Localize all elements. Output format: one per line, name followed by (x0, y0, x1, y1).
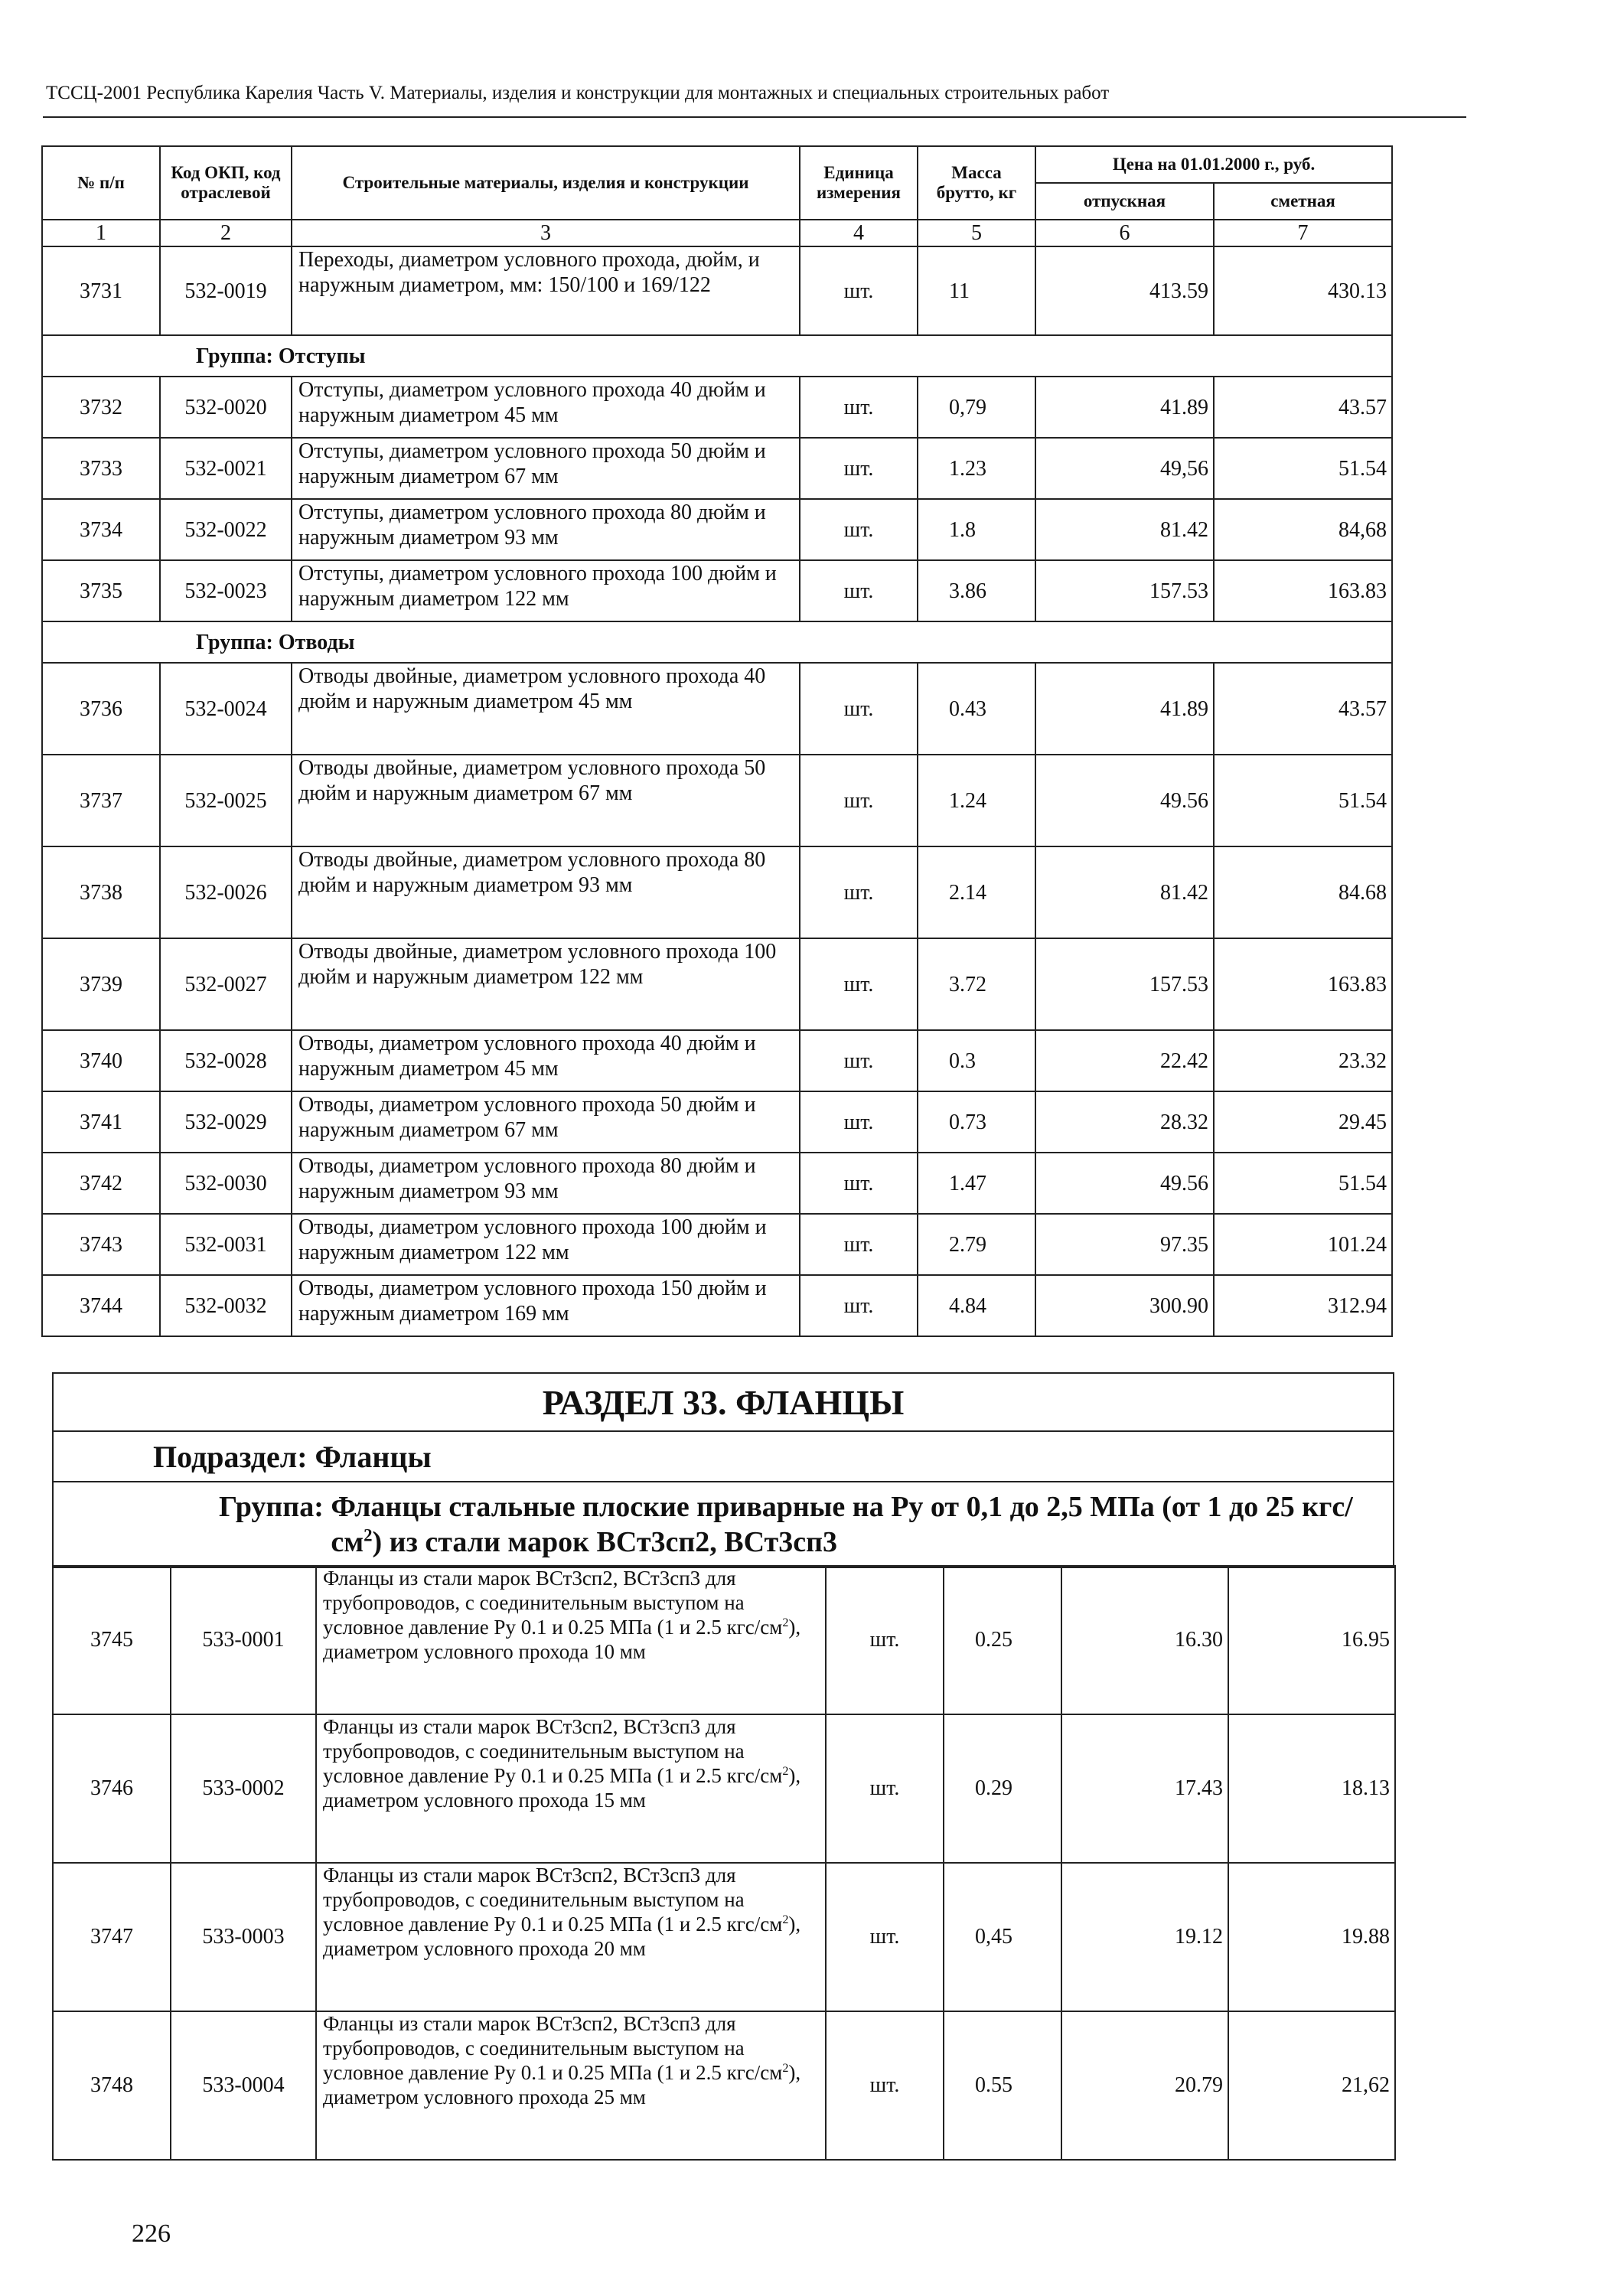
row-price-release: 300.90 (1035, 1275, 1214, 1336)
row-unit: шт. (826, 2011, 944, 2160)
row-unit: шт. (826, 1863, 944, 2011)
row-code: 532-0028 (160, 1030, 292, 1091)
col-header-price: Цена на 01.01.2000 г., руб. (1035, 146, 1392, 183)
row-name: Отводы двойные, диаметром условного прохода 40 дюйм и наружным диаметром 45 мм (292, 663, 800, 755)
row-mass: 1.47 (918, 1153, 1035, 1214)
table-row (42, 438, 1392, 499)
row-price-release: 19.12 (1061, 1863, 1228, 2011)
column-number-row (42, 220, 1392, 246)
row-code: 532-0025 (160, 755, 292, 846)
row-number: 3739 (42, 938, 160, 1030)
table-row (42, 1091, 1392, 1153)
row-price-release: 41.89 (1035, 377, 1214, 438)
table-row (42, 663, 1392, 755)
row-price-estimate: 84.68 (1214, 846, 1392, 938)
row-code: 532-0023 (160, 560, 292, 621)
row-number: 3743 (42, 1214, 160, 1275)
table-row (42, 846, 1392, 938)
row-mass: 0.3 (918, 1030, 1035, 1091)
row-number: 3737 (42, 755, 160, 846)
row-name: Отступы, диаметром условного прохода 50 дюйм и наружным диаметром 67 мм (292, 438, 800, 499)
row-price-release: 97.35 (1035, 1214, 1214, 1275)
row-number: 3748 (53, 2011, 171, 2160)
column-number: 5 (918, 220, 1035, 246)
col-header-code: Код ОКП, код отраслевой (160, 146, 292, 220)
table-row (53, 1566, 1395, 1714)
column-number: 6 (1035, 220, 1214, 246)
row-code: 532-0022 (160, 499, 292, 560)
section-row (53, 1373, 1394, 1431)
row-price-release: 49.56 (1035, 755, 1214, 846)
row-unit: шт. (800, 560, 918, 621)
row-unit: шт. (800, 938, 918, 1030)
row-code: 532-0029 (160, 1091, 292, 1153)
row-unit: шт. (800, 1214, 918, 1275)
row-mass: 1.8 (918, 499, 1035, 560)
row-name: Отступы, диаметром условного прохода 80 дюйм и наружным диаметром 93 мм (292, 499, 800, 560)
table-row (42, 246, 1392, 335)
row-name: Отводы двойные, диаметром условного прохода 80 дюйм и наружным диаметром 93 мм (292, 846, 800, 938)
row-price-release: 41.89 (1035, 663, 1214, 755)
row-price-estimate: 51.54 (1214, 755, 1392, 846)
row-unit: шт. (800, 499, 918, 560)
row-name: Фланцы из стали марок ВСт3сп2, ВСт3сп3 для трубопроводов, с соединительным выступом на условное давление Ру 0.1 и 0.25 МПа (1 и 2.5 кгс/$см^2$), диаметром условного прохода 10 мм (316, 1566, 826, 1714)
subsection-title: Подраздел: Фланцы (53, 1431, 1394, 1482)
row-mass: 0.29 (944, 1714, 1061, 1863)
row-number: 3744 (42, 1275, 160, 1336)
table-row (42, 377, 1392, 438)
row-price-estimate: 163.83 (1214, 560, 1392, 621)
row-number: 3733 (42, 438, 160, 499)
price-table (41, 145, 1393, 1337)
col-header-num: № п/п (42, 146, 160, 220)
table-row (53, 1714, 1395, 1863)
row-price-release: 157.53 (1035, 560, 1214, 621)
table-row (42, 1214, 1392, 1275)
row-number: 3742 (42, 1153, 160, 1214)
row-code: 533-0001 (171, 1566, 316, 1714)
row-price-release: 28.32 (1035, 1091, 1214, 1153)
row-price-estimate: 29.45 (1214, 1091, 1392, 1153)
row-name: Отводы, диаметром условного прохода 80 дюйм и наружным диаметром 93 мм (292, 1153, 800, 1214)
row-code: 532-0020 (160, 377, 292, 438)
row-mass: 11 (918, 246, 1035, 335)
row-code: 532-0026 (160, 846, 292, 938)
row-mass: 3.72 (918, 938, 1035, 1030)
row-price-estimate: 101.24 (1214, 1214, 1392, 1275)
group-heading: Группа: Отводы (42, 621, 1392, 663)
row-number: 3735 (42, 560, 160, 621)
row-name: Переходы, диаметром условного прохода, дюйм, и наружным диаметром, мм: 150/100 и 169/122 (292, 246, 800, 335)
col-header-price-estimate: сметная (1214, 183, 1392, 220)
row-price-estimate: 43.57 (1214, 663, 1392, 755)
subsection-row (53, 1431, 1394, 1482)
row-mass: 1.24 (918, 755, 1035, 846)
row-number: 3740 (42, 1030, 160, 1091)
row-price-estimate: 163.83 (1214, 938, 1392, 1030)
row-name: Фланцы из стали марок ВСт3сп2, ВСт3сп3 для трубопроводов, с соединительным выступом на условное давление Ру 0.1 и 0.25 МПа (1 и 2.5 кгс/$см^2$), диаметром условного прохода 25 мм (316, 2011, 826, 2160)
table-row (42, 938, 1392, 1030)
row-price-release: 17.43 (1061, 1714, 1228, 1863)
row-name: Отводы, диаметром условного прохода 40 дюйм и наружным диаметром 45 мм (292, 1030, 800, 1091)
row-code: 532-0021 (160, 438, 292, 499)
row-price-estimate: 19.88 (1228, 1863, 1395, 2011)
row-mass: 2.79 (918, 1214, 1035, 1275)
section-headings (52, 1372, 1394, 1568)
group-heading-row (42, 335, 1392, 377)
row-unit: шт. (800, 663, 918, 755)
flange-table (52, 1565, 1396, 2161)
row-unit: шт. (826, 1566, 944, 1714)
section-title: РАЗДЕЛ 33. ФЛАНЦЫ (53, 1373, 1394, 1431)
col-header-mass: Масса брутто, кг (918, 146, 1035, 220)
col-header-name: Строительные материалы, изделия и конструкции (292, 146, 800, 220)
row-price-release: 157.53 (1035, 938, 1214, 1030)
row-price-release: 81.42 (1035, 846, 1214, 938)
row-price-estimate: 43.57 (1214, 377, 1392, 438)
col-header-price-release: отпускная (1035, 183, 1214, 220)
row-name: Отводы, диаметром условного прохода 150 дюйм и наружным диаметром 169 мм (292, 1275, 800, 1336)
row-mass: 1.23 (918, 438, 1035, 499)
row-name: Отводы двойные, диаметром условного прохода 100 дюйм и наружным диаметром 122 мм (292, 938, 800, 1030)
row-unit: шт. (800, 1275, 918, 1336)
row-unit: шт. (800, 1091, 918, 1153)
row-number: 3734 (42, 499, 160, 560)
row-price-estimate: 51.54 (1214, 438, 1392, 499)
table-row (42, 560, 1392, 621)
row-mass: 4.84 (918, 1275, 1035, 1336)
row-mass: 0,45 (944, 1863, 1061, 2011)
column-number: 4 (800, 220, 918, 246)
row-mass: 3.86 (918, 560, 1035, 621)
col-header-unit: Единица измерения (800, 146, 918, 220)
table-row (53, 2011, 1395, 2160)
column-number: 3 (292, 220, 800, 246)
table-row (42, 1153, 1392, 1214)
row-mass: 0,79 (918, 377, 1035, 438)
row-unit: шт. (800, 755, 918, 846)
row-number: 3732 (42, 377, 160, 438)
row-price-estimate: 312.94 (1214, 1275, 1392, 1336)
group-heading-row (42, 621, 1392, 663)
group-heading-row (53, 1482, 1394, 1567)
row-name: Отводы, диаметром условного прохода 100 дюйм и наружным диаметром 122 мм (292, 1214, 800, 1275)
row-code: 532-0024 (160, 663, 292, 755)
row-price-estimate: 51.54 (1214, 1153, 1392, 1214)
row-number: 3746 (53, 1714, 171, 1863)
row-code: 533-0004 (171, 2011, 316, 2160)
row-price-estimate: 18.13 (1228, 1714, 1395, 1863)
row-unit: шт. (800, 846, 918, 938)
row-number: 3745 (53, 1566, 171, 1714)
table-row (42, 499, 1392, 560)
row-mass: 0.25 (944, 1566, 1061, 1714)
row-number: 3738 (42, 846, 160, 938)
row-price-release: 20.79 (1061, 2011, 1228, 2160)
row-price-release: 49,56 (1035, 438, 1214, 499)
group-heading: Группа: Отступы (42, 335, 1392, 377)
page-number: 226 (132, 2219, 171, 2248)
row-code: 532-0031 (160, 1214, 292, 1275)
row-price-estimate: 21,62 (1228, 2011, 1395, 2160)
row-price-release: 16.30 (1061, 1566, 1228, 1714)
row-code: 533-0002 (171, 1714, 316, 1863)
row-mass: 2.14 (918, 846, 1035, 938)
column-number: 2 (160, 220, 292, 246)
row-name: Отступы, диаметром условного прохода 100 дюйм и наружным диаметром 122 мм (292, 560, 800, 621)
row-code: 532-0019 (160, 246, 292, 335)
row-unit: шт. (800, 1153, 918, 1214)
row-unit: шт. (800, 377, 918, 438)
row-mass: 0.55 (944, 2011, 1061, 2160)
row-name: Фланцы из стали марок ВСт3сп2, ВСт3сп3 для трубопроводов, с соединительным выступом на условное давление Ру 0.1 и 0.25 МПа (1 и 2.5 кгс/$см^2$), диаметром условного прохода 20 мм (316, 1863, 826, 2011)
row-name: Фланцы из стали марок ВСт3сп2, ВСт3сп3 для трубопроводов, с соединительным выступом на условное давление Ру 0.1 и 0.25 МПа (1 и 2.5 кгс/$см^2$), диаметром условного прохода 15 мм (316, 1714, 826, 1863)
column-number: 1 (42, 220, 160, 246)
row-name: Отводы двойные, диаметром условного прохода 50 дюйм и наружным диаметром 67 мм (292, 755, 800, 846)
row-mass: 0.73 (918, 1091, 1035, 1153)
row-price-release: 81.42 (1035, 499, 1214, 560)
group-heading (53, 1482, 1394, 1567)
row-price-estimate: 430.13 (1214, 246, 1392, 335)
row-name: Отводы, диаметром условного прохода 50 дюйм и наружным диаметром 67 мм (292, 1091, 800, 1153)
row-number: 3747 (53, 1863, 171, 2011)
row-code: 533-0003 (171, 1863, 316, 2011)
row-price-release: 49.56 (1035, 1153, 1214, 1214)
row-code: 532-0027 (160, 938, 292, 1030)
row-number: 3741 (42, 1091, 160, 1153)
row-name: Отступы, диаметром условного прохода 40 дюйм и наружным диаметром 45 мм (292, 377, 800, 438)
group-text: Фланцы стальные плоские приварные на Ру от 0,1 до 2,5 МПа (от 1 до 25 кгс/$см^2$) из стали марок ВСт3сп2, ВСт3сп3 (331, 1490, 1353, 1558)
row-price-release: 413.59 (1035, 246, 1214, 335)
row-unit: шт. (826, 1714, 944, 1863)
column-number: 7 (1214, 220, 1392, 246)
row-price-estimate: 84,68 (1214, 499, 1392, 560)
running-header: ТССЦ-2001 Республика Карелия Часть V. Материалы, изделия и конструкции для монтажных и специальных строительных работ (46, 83, 1110, 103)
row-code: 532-0030 (160, 1153, 292, 1214)
group-label: Группа: (219, 1490, 324, 1523)
row-unit: шт. (800, 1030, 918, 1091)
row-price-estimate: 23.32 (1214, 1030, 1392, 1091)
row-price-release: 22.42 (1035, 1030, 1214, 1091)
table-row (42, 1275, 1392, 1336)
row-mass: 0.43 (918, 663, 1035, 755)
row-code: 532-0032 (160, 1275, 292, 1336)
header-rule (43, 116, 1466, 118)
row-unit: шт. (800, 246, 918, 335)
row-number: 3736 (42, 663, 160, 755)
table-row (53, 1863, 1395, 2011)
row-unit: шт. (800, 438, 918, 499)
table-row (42, 1030, 1392, 1091)
row-number: 3731 (42, 246, 160, 335)
table-row (42, 755, 1392, 846)
row-price-estimate: 16.95 (1228, 1566, 1395, 1714)
